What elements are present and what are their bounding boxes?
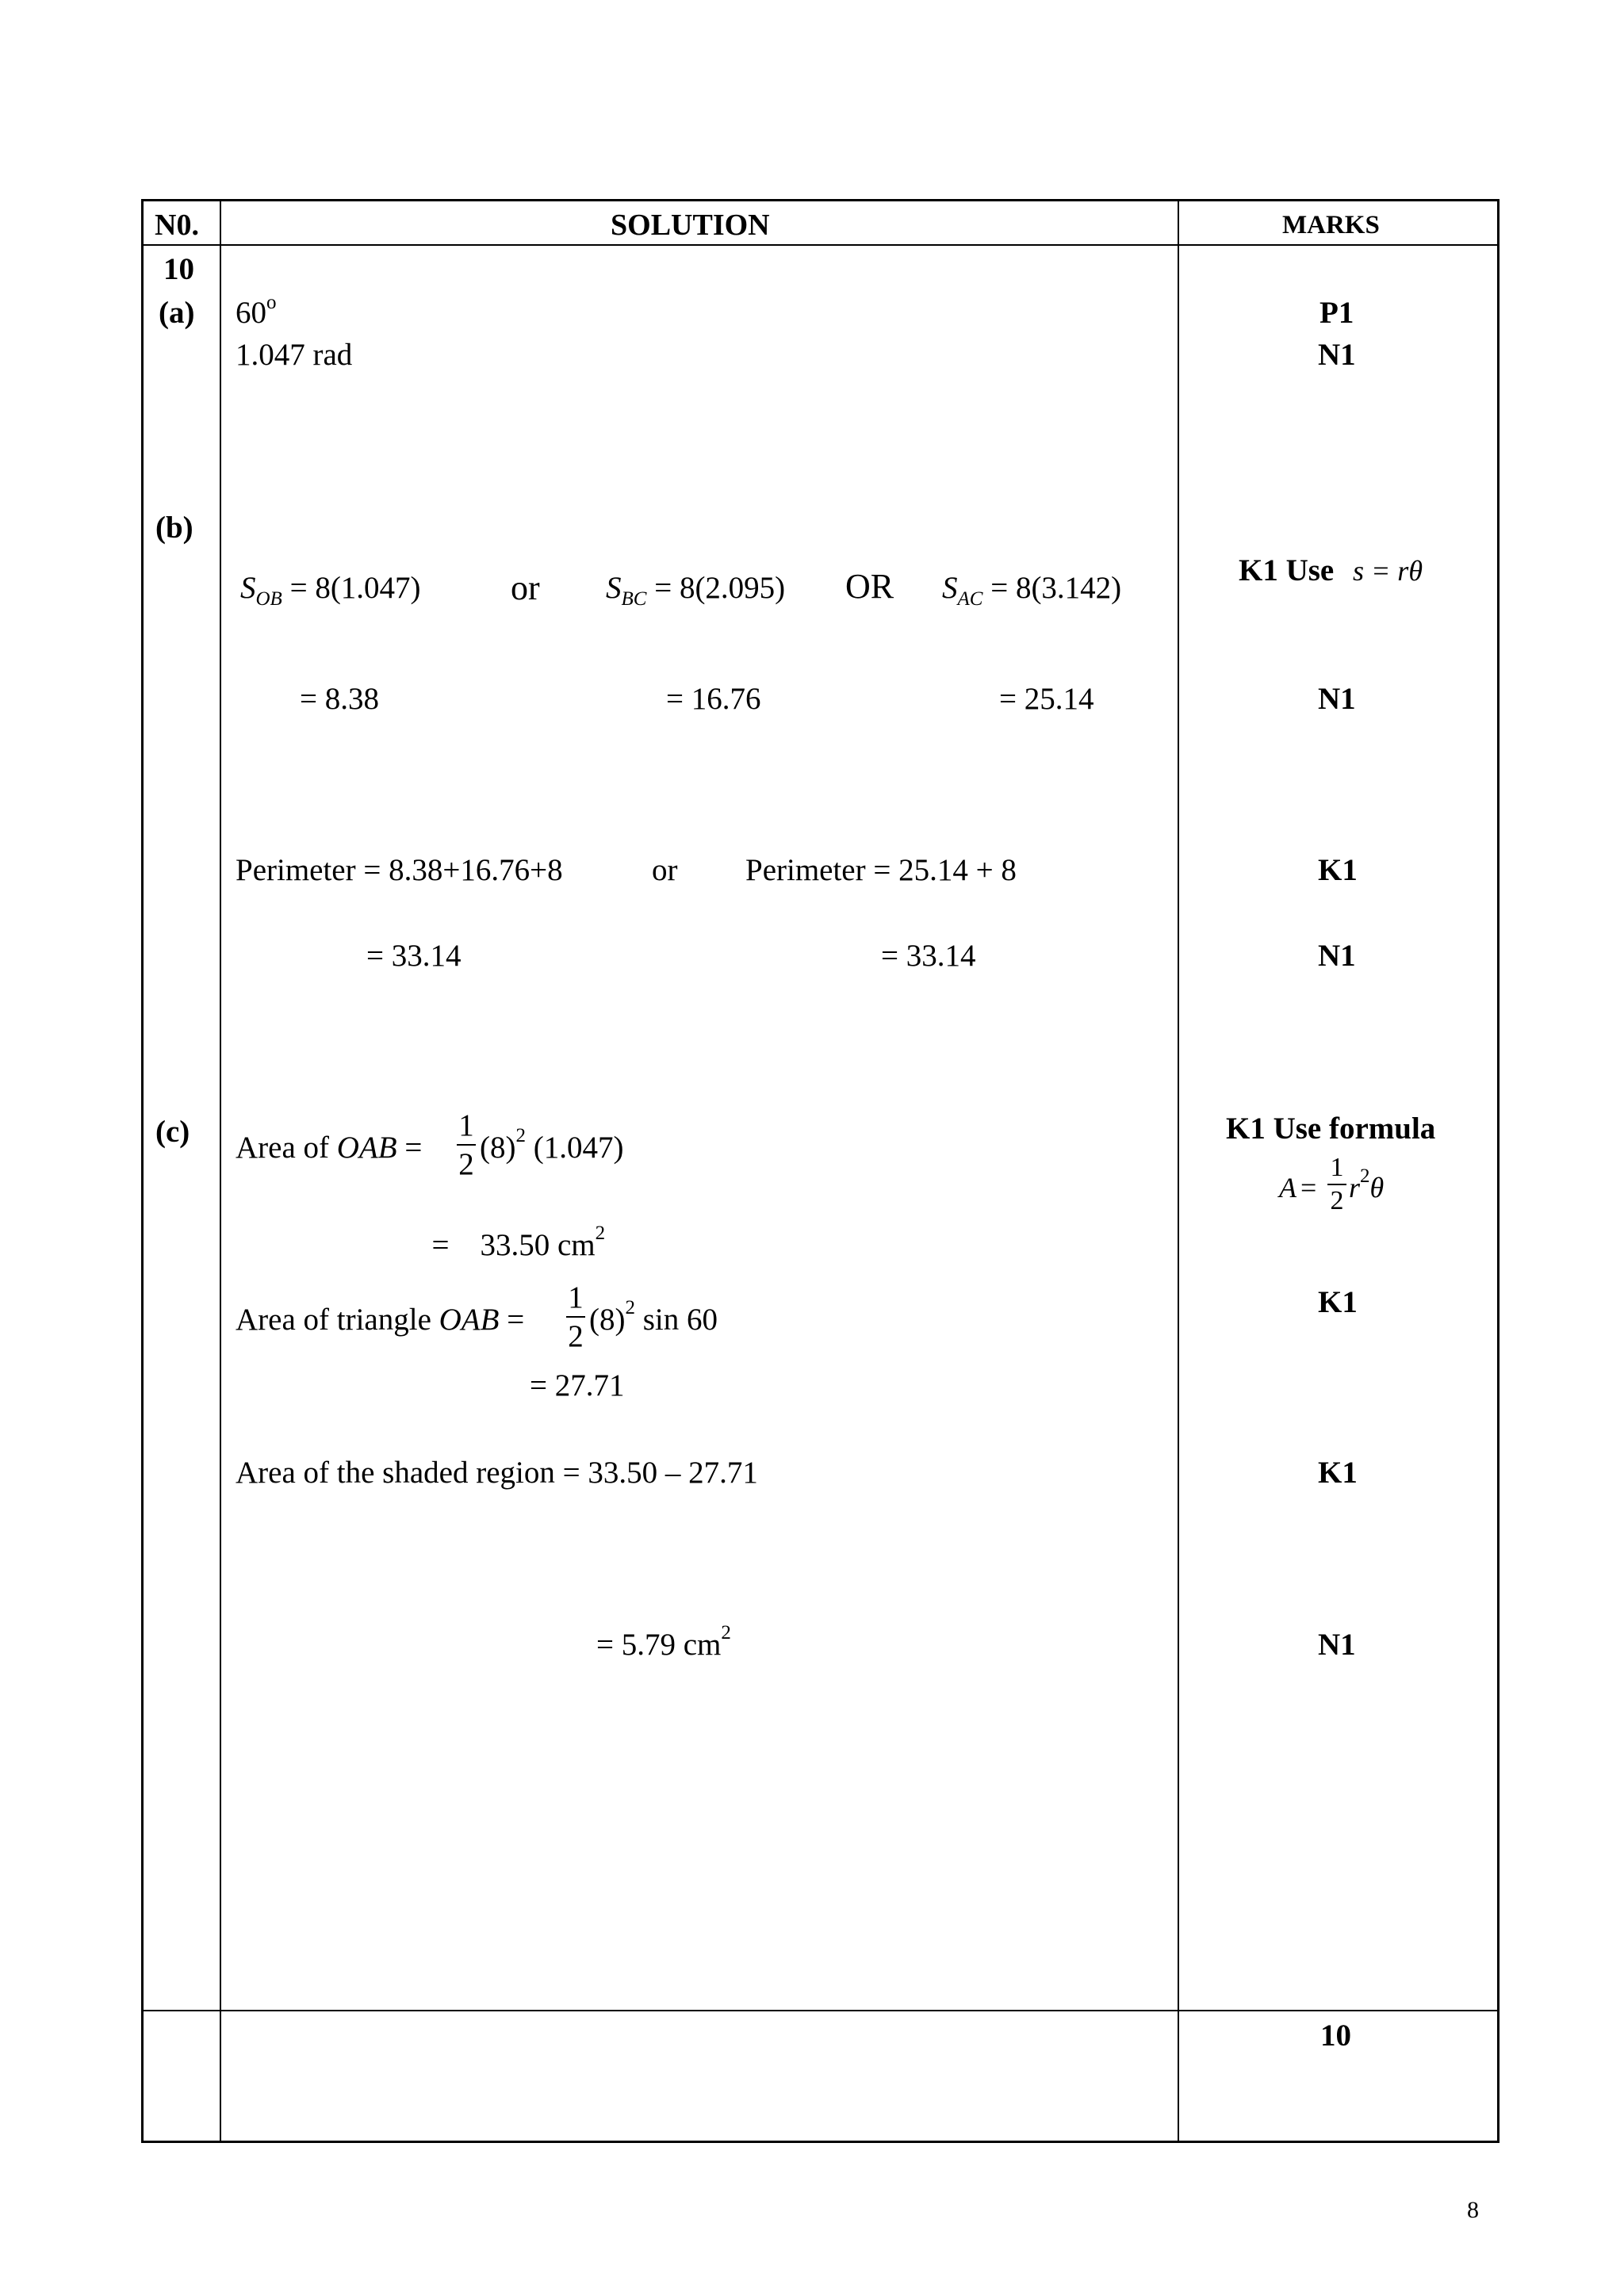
part-c-mark-n1: N1	[1318, 1628, 1356, 1662]
header-marks: MARKS	[1282, 211, 1380, 239]
table-col-divider-1	[220, 199, 221, 2143]
part-a-label: (a)	[159, 296, 195, 330]
triangle-area-expression: $(8)^2$ sin 60	[589, 1297, 718, 1337]
table-border-left	[141, 199, 144, 2143]
triangle-area-label: Area of triangle OAB =	[236, 1303, 525, 1337]
or-3: or	[652, 853, 678, 887]
header-no: N0.	[155, 209, 199, 242]
sector-area-result: = 33.50 $cm^2$	[431, 1223, 606, 1262]
part-b-label: (b)	[155, 511, 193, 545]
part-a-mark-n1: N1	[1318, 338, 1356, 372]
table-col-divider-2	[1178, 199, 1179, 2143]
sector-half-fraction: 1 2	[457, 1110, 476, 1180]
degree-symbol: o	[266, 292, 277, 313]
table-header-divider	[141, 244, 1500, 246]
part-c-mark-k1-a: K1	[1318, 1285, 1358, 1319]
perimeter-method-1: Perimeter = 8.38+16.76+8	[236, 853, 563, 887]
arc-formula: s = rθ	[1353, 555, 1423, 587]
formula-half-fraction: 1 2	[1327, 1154, 1346, 1215]
sector-formula-eq: =	[1300, 1172, 1317, 1203]
shaded-region-area: Area of the shaded region = 33.50 – 27.71	[236, 1456, 758, 1490]
arc-ac-expression: = 8(3.142)	[990, 571, 1122, 605]
perimeter-result-1: = 33.14	[366, 939, 462, 973]
question-number: 10	[163, 252, 194, 286]
arc-length-ob: $S_{OB} = 8(1.047)$	[240, 571, 421, 610]
part-b-mark-k1: K1	[1318, 853, 1358, 887]
perimeter-method-2: Perimeter = 25.14 + 8	[745, 853, 1017, 887]
triangle-area-result: = 27.71	[530, 1368, 625, 1402]
degree-value: 60	[236, 296, 266, 330]
part-c-label: (c)	[155, 1115, 190, 1149]
sector-area-expression: $(8)^2$ (1.047)	[480, 1125, 624, 1165]
sector-formula-rhs: $r^2\theta$	[1349, 1165, 1385, 1203]
table-border-top	[141, 199, 1500, 201]
part-b-mark-n1-b: N1	[1318, 939, 1356, 973]
part-b-mark-n1-a: N1	[1318, 682, 1356, 716]
table-border-bottom	[141, 2141, 1500, 2143]
part-a-mark-p1: P1	[1320, 296, 1354, 330]
arc-ob-expression: = 8(1.047)	[289, 571, 421, 605]
arc-length-ac: $S_{AC} = 8(3.142)$	[942, 571, 1122, 610]
arc-bc-expression: = 8(2.095)	[654, 571, 786, 605]
part-a-degrees	[236, 292, 277, 330]
table-border-right	[1497, 199, 1500, 2143]
arc-length-bc: $S_{BC} = 8(2.095)$	[606, 571, 786, 610]
part-c-mark-k1-formula: K1 Use formula	[1226, 1112, 1436, 1146]
part-c-mark-k1-b: K1	[1318, 1456, 1358, 1490]
value-ac: = 25.14	[999, 682, 1094, 716]
or-2: OR	[845, 567, 894, 606]
table-total-divider	[141, 2010, 1500, 2011]
total-marks: 10	[1320, 2019, 1351, 2053]
header-solution: SOLUTION	[611, 209, 770, 242]
final-answer: = 5.79 $cm^2$	[596, 1622, 731, 1662]
page-number: 8	[1467, 2197, 1479, 2223]
arc-bc-subscript: BC	[621, 587, 647, 610]
arc-ob-subscript: OB	[255, 587, 282, 610]
part-b-mark-k1-use: K1 Use s = rθ	[1239, 553, 1423, 587]
arc-ac-subscript: AC	[957, 587, 983, 610]
triangle-half-fraction: 1 2	[566, 1282, 585, 1352]
or-1: or	[511, 568, 540, 607]
value-ob: = 8.38	[300, 682, 379, 716]
part-a-radians: 1.047 rad	[236, 338, 353, 372]
sector-area-label: Area of OAB =	[236, 1131, 423, 1165]
value-bc: = 16.76	[666, 682, 761, 716]
perimeter-result-2: = 33.14	[881, 939, 976, 973]
sector-formula-a: A	[1279, 1172, 1297, 1203]
